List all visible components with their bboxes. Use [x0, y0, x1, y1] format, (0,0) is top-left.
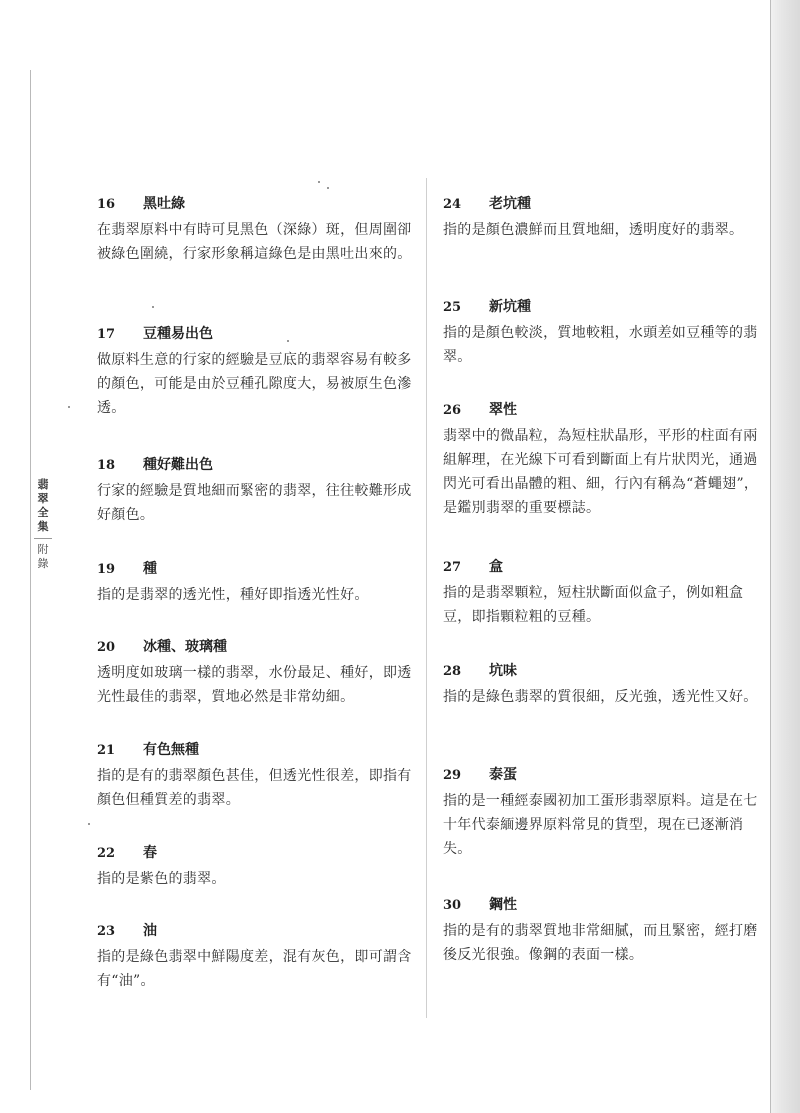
entry-number: 19	[97, 562, 116, 577]
entry-definition: 翡翠中的微晶粒，為短柱狀晶形，平形的柱面有兩組解理，在光線下可看到斷面上有片狀閃光，通過閃光可看出晶體的粗、細，行內有稱為“蒼蠅翅”，是鑑別翡翠的重要標誌。	[443, 428, 759, 516]
side-tab-subtitle: 附錄	[37, 543, 49, 570]
entry-term: 油	[143, 923, 157, 939]
entry-definition: 指的是有的翡翠質地非常細膩，而且緊密，經打磨後反光很強。像鋼的表面一樣。	[443, 923, 758, 963]
entry-term: 老坑種	[489, 196, 531, 212]
entry-term: 泰蛋	[489, 767, 517, 783]
entry-term: 翠性	[489, 402, 517, 418]
entry-heading	[443, 660, 765, 682]
entry-number: 17	[97, 327, 116, 342]
entry-number: 24	[443, 197, 462, 212]
entry-term: 鋼性	[489, 897, 517, 913]
entry-definition: 指的是翡翠的透光性，種好即指透光性好。	[97, 587, 369, 603]
entry-heading	[443, 764, 765, 786]
entry-term: 新坑種	[489, 299, 531, 315]
glossary-entry	[443, 193, 765, 242]
entry-definition: 在翡翠原料中有時可見黑色（深綠）斑，但周圍卻被綠色圍繞，行家形象稱這綠色是由黑吐出來的。	[97, 222, 412, 262]
glossary-entry	[443, 556, 765, 629]
entry-heading	[443, 193, 765, 215]
entry-heading	[443, 296, 765, 318]
glossary-entry	[97, 558, 417, 607]
glossary-entry	[97, 636, 417, 709]
entry-heading	[97, 193, 417, 215]
entry-heading	[443, 894, 765, 916]
glossary-entry	[97, 739, 417, 812]
entry-definition: 行家的經驗是質地細而緊密的翡翠，往往較難形成好顏色。	[97, 483, 412, 523]
entry-heading	[97, 636, 417, 658]
entry-definition: 指的是顏色較淡，質地較粗，水頭差如豆種等的翡翠。	[443, 325, 758, 365]
glossary-entry	[97, 454, 417, 527]
entry-number: 25	[443, 300, 462, 315]
glossary-entry	[443, 764, 765, 861]
entry-number: 29	[443, 768, 462, 783]
entry-number: 27	[443, 560, 462, 575]
entry-definition: 指的是有的翡翠顏色甚佳，但透光性很差，即指有顏色但種質差的翡翠。	[97, 768, 412, 808]
glossary-entry	[443, 399, 765, 520]
entry-term: 春	[143, 845, 157, 861]
entry-term: 種	[143, 561, 157, 577]
glossary-entry	[97, 842, 417, 891]
entry-heading	[97, 739, 417, 761]
side-tab-title: 翡翠全集	[34, 478, 52, 539]
page-left-edge	[30, 70, 31, 1090]
glossary-entry	[443, 660, 765, 709]
entry-definition: 指的是一種經泰國初加工蛋形翡翠原料。這是在七十年代泰緬邊界原料常見的貨型，現在已逐漸消失。	[443, 793, 758, 857]
entry-heading	[443, 556, 765, 578]
page-right-edge	[770, 0, 800, 1113]
entry-number: 21	[97, 743, 116, 758]
entry-number: 23	[97, 924, 116, 939]
entry-number: 16	[97, 197, 116, 212]
entry-term: 盒	[489, 559, 503, 575]
entry-term: 豆種易出色	[143, 326, 213, 342]
glossary-entry	[97, 323, 417, 420]
entry-definition: 指的是紫色的翡翠。	[97, 871, 226, 887]
glossary-entry	[443, 894, 765, 967]
side-tab	[34, 478, 52, 571]
entry-term: 有色無種	[143, 742, 199, 758]
entry-heading	[97, 920, 417, 942]
entry-definition: 指的是綠色翡翠中鮮陽度差，混有灰色，即可謂含有“油”。	[97, 949, 412, 989]
entry-number: 22	[97, 846, 116, 861]
entry-heading	[443, 399, 765, 421]
column-divider	[426, 178, 427, 1018]
glossary-entry	[97, 920, 417, 993]
scan-speck	[68, 406, 70, 408]
scan-speck	[318, 181, 320, 183]
entry-term: 坑味	[489, 663, 517, 679]
entry-definition: 指的是翡翠顆粒，短柱狀斷面似盒子，例如粗盒豆，即指顆粒粗的豆種。	[443, 585, 744, 625]
entry-heading	[97, 558, 417, 580]
entry-term: 黑吐綠	[143, 196, 185, 212]
glossary-entry	[443, 296, 765, 369]
scan-speck	[152, 306, 154, 308]
entry-heading	[97, 323, 417, 345]
entry-number: 18	[97, 458, 116, 473]
entry-heading	[97, 454, 417, 476]
entry-term: 冰種、玻璃種	[143, 639, 227, 655]
entry-term: 種好難出色	[143, 457, 213, 473]
entry-number: 30	[443, 898, 462, 913]
glossary-entry	[97, 193, 417, 266]
scan-speck	[88, 823, 90, 825]
entry-number: 26	[443, 403, 462, 418]
entry-number: 20	[97, 640, 116, 655]
entry-definition: 指的是顏色濃鮮而且質地細，透明度好的翡翠。	[443, 222, 744, 238]
entry-definition: 做原料生意的行家的經驗是豆底的翡翠容易有較多的顏色，可能是由於豆種孔隙度大，易被原生色滲透。	[97, 352, 412, 416]
entry-definition: 指的是綠色翡翠的質很細，反光強，透光性又好。	[443, 689, 758, 705]
entry-heading	[97, 842, 417, 864]
entry-number: 28	[443, 664, 462, 679]
entry-definition: 透明度如玻璃一樣的翡翠，水份最足、種好，即透光性最佳的翡翠，質地必然是非常幼細。	[97, 665, 412, 705]
scan-speck	[327, 187, 329, 189]
